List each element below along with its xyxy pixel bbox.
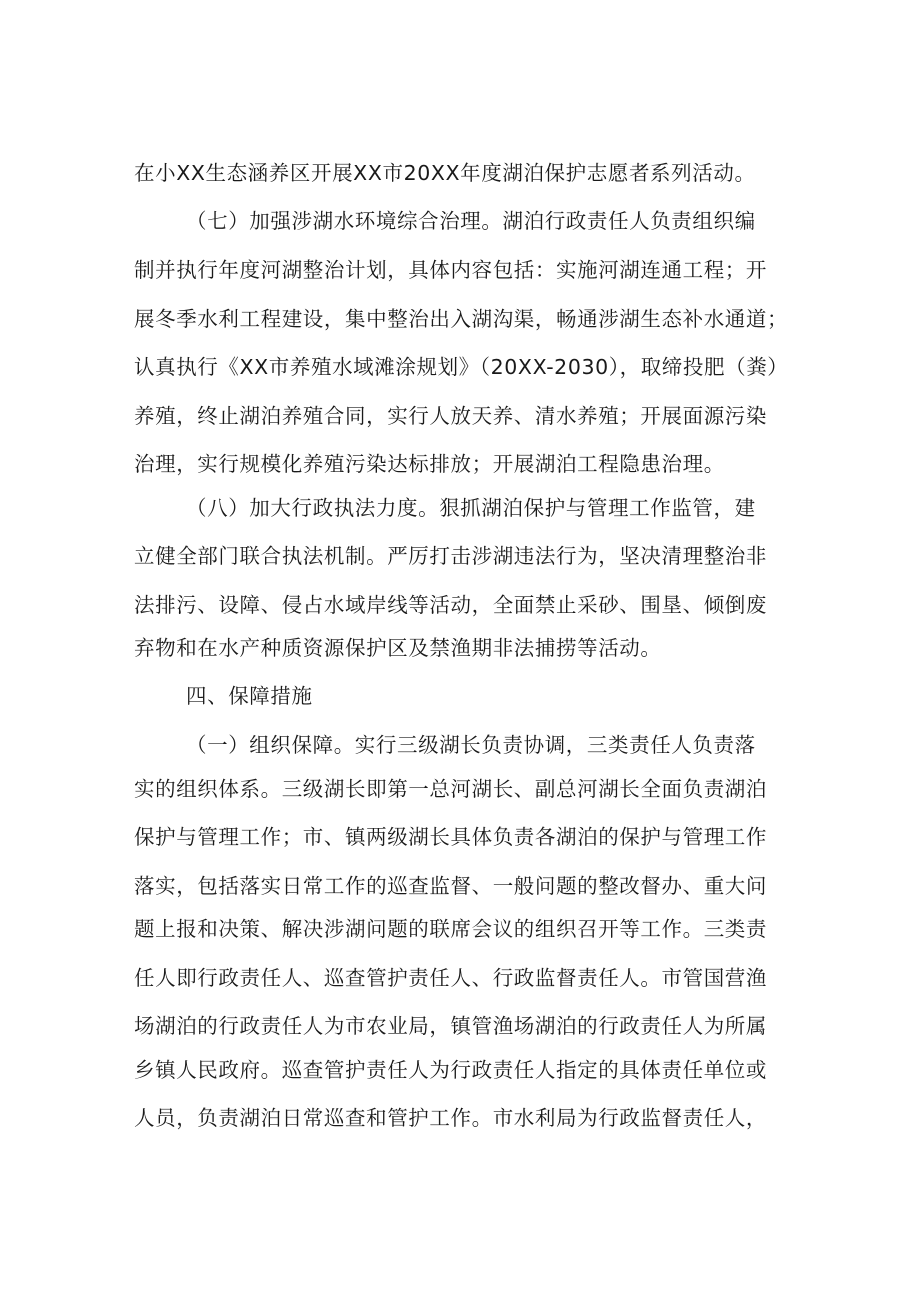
text-line: 养殖，终止湖泊养殖合同，实行人放天养、清水养殖；开展面源污染 xyxy=(134,404,767,428)
text-line: 保护与管理工作；市、镇两级湖长具体负责各湖泊的保护与管理工作 xyxy=(134,825,767,849)
text-line: 乡镇人民政府。巡查管护责任人为行政责任人指定的具体责任单位或 xyxy=(134,1058,767,1082)
section-heading: 四、保障措施 xyxy=(186,684,313,708)
text-line: 场湖泊的行政责任人为市农业局，镇管渔场湖泊的行政责任人为所属 xyxy=(134,1014,767,1038)
text-line: 立健全部门联合执法机制。严厉打击涉湖违法行为，坚决清理整治非 xyxy=(134,544,767,568)
text-line: 认真执行《XX市养殖水域滩涂规划》（20XX-2030），取缔投肥（粪） xyxy=(134,355,789,379)
paragraph-7-heading-line: （七）加强涉湖水环境综合治理。湖泊行政责任人负责组织编 xyxy=(186,209,756,233)
paragraph-8-heading-line: （八）加大行政执法力度。狠抓湖泊保护与管理工作监管，建 xyxy=(186,496,756,520)
text-line: 治理，实行规模化养殖污染达标排放；开展湖泊工程隐患治理。 xyxy=(134,452,725,476)
text-line: 在小XX生态涵养区开展XX市20XX年度湖泊保护志愿者系列活动。 xyxy=(134,161,756,185)
text-line: 任人即行政责任人、巡查管护责任人、行政监督责任人。市管国营渔 xyxy=(134,966,767,990)
text-line: 展冬季水利工程建设，集中整治出入湖沟渠，畅通涉湖生态补水通道； xyxy=(134,307,789,331)
text-line: 弃物和在水产种质资源保护区及禁渔期非法捕捞等活动。 xyxy=(134,636,662,660)
text-line: 人员，负责湖泊日常巡查和管护工作。市水利局为行政监督责任人， xyxy=(134,1106,767,1130)
text-line: 制并执行年度河湖整治计划，具体内容包括：实施河湖连通工程；开 xyxy=(134,258,767,282)
text-line: 法排污、设障、侵占水域岸线等活动，全面禁止采砂、围垦、倾倒废 xyxy=(134,593,767,617)
paragraph-1-heading-line: （一）组织保障。实行三级湖长负责协调，三类责任人负责落 xyxy=(186,733,756,757)
text-line: 实的组织体系。三级湖长即第一总河湖长、副总河湖长全面负责湖泊 xyxy=(134,777,767,801)
text-line: 落实，包括落实日常工作的巡查监督、一般问题的整改督办、重大问 xyxy=(134,874,767,898)
text-line: 题上报和决策、解决涉湖问题的联席会议的组织召开等工作。三类责 xyxy=(134,917,767,941)
